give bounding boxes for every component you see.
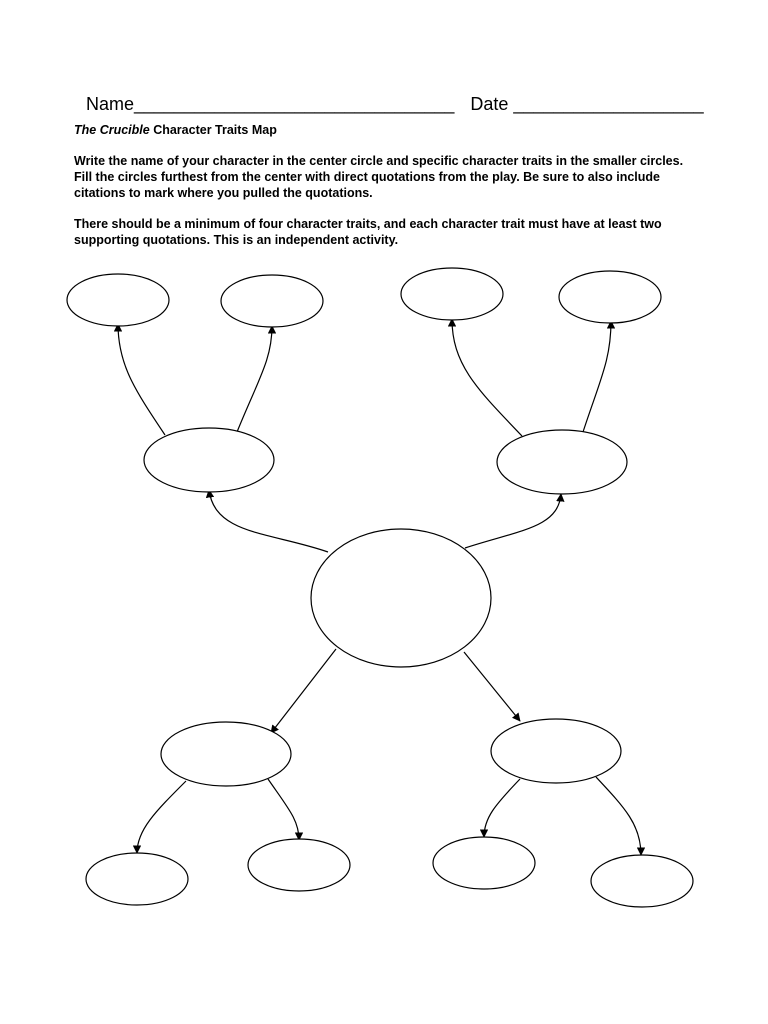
trait-circle-top-left[interactable]: [144, 428, 274, 492]
connector-trait-top-right-to-quote-2: [583, 321, 611, 432]
connector-trait-top-left-to-quote-1: [118, 324, 165, 435]
instructions-paragraph-1: Write the name of your character in the center circle and specific character traits in the smaller circles. Fill the circles furthest from the center with direct quotations from the play. Be sure to also include citations to mark where you pulled the quotations.: [74, 154, 684, 200]
connector-center-to-trait-bottom-right: [464, 652, 520, 721]
connector-center-to-trait-bottom-left: [271, 649, 336, 733]
quote-circle-bottom-left-2[interactable]: [248, 839, 350, 891]
connector-trait-top-left-to-quote-2: [237, 326, 272, 432]
connector-trait-bottom-right-to-quote-2: [596, 777, 641, 855]
quote-circle-bottom-right-2[interactable]: [591, 855, 693, 907]
quote-circle-bottom-left-1[interactable]: [86, 853, 188, 905]
connector-trait-bottom-left-to-quote-1: [137, 781, 186, 853]
connector-center-to-trait-top-left: [209, 490, 328, 552]
trait-circle-top-right[interactable]: [497, 430, 627, 494]
quote-circle-top-right-2[interactable]: [559, 271, 661, 323]
instructions-paragraph-2: There should be a minimum of four character traits, and each character trait must have at least two supporting quotations. This is an independent activity.: [74, 217, 662, 247]
date-label: Date: [470, 94, 509, 114]
title-italic: The Crucible: [74, 123, 150, 137]
name-blank[interactable]: ________________________________: [134, 94, 455, 114]
quote-circle-bottom-right-1[interactable]: [433, 837, 535, 889]
trait-circle-bottom-left[interactable]: [161, 722, 291, 786]
connector-center-to-trait-top-right: [465, 494, 561, 548]
quote-circle-top-left-2[interactable]: [221, 275, 323, 327]
connector-trait-top-right-to-quote-1: [452, 319, 522, 436]
name-label: Name: [86, 94, 135, 114]
quote-circle-top-right-1[interactable]: [401, 268, 503, 320]
connector-trait-bottom-left-to-quote-2: [268, 779, 299, 840]
trait-circle-bottom-right[interactable]: [491, 719, 621, 783]
quote-circle-top-left-1[interactable]: [67, 274, 169, 326]
center-character-circle[interactable]: [311, 529, 491, 667]
date-blank[interactable]: ___________________: [513, 94, 704, 114]
title-rest: Character Traits Map: [149, 123, 277, 137]
connector-trait-bottom-right-to-quote-1: [484, 779, 520, 837]
